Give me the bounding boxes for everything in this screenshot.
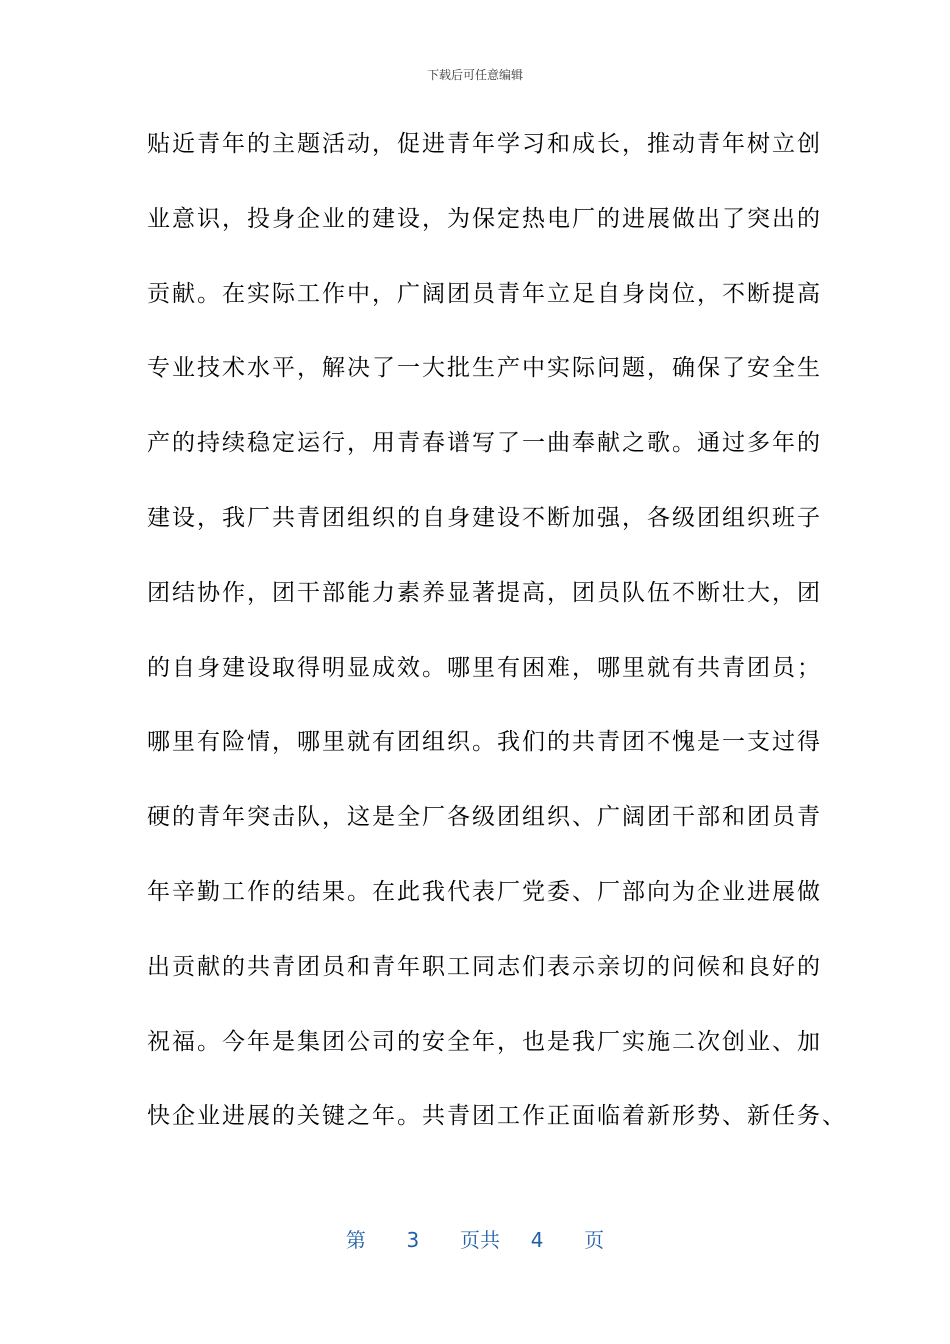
current-page-number: 3	[406, 1228, 420, 1252]
body-line: 贡献。在实际工作中，广阔团员青年立足自身岗位，不断提高	[147, 280, 822, 307]
body-line: 快企业进展的关键之年。共青团工作正面临着新形势、新任务、	[147, 1103, 847, 1130]
header-note: 下载后可任意编辑	[426, 68, 523, 82]
body-line: 的自身建设取得明显成效。哪里有困难，哪里就有共青团员；	[147, 654, 822, 681]
document-body	[147, 122, 847, 1169]
total-pages-number: 4	[530, 1228, 544, 1252]
body-line: 出贡献的共青团员和青年职工同志们表示亲切的问候和良好的	[147, 953, 822, 980]
body-line: 贴近青年的主题活动，促进青年学习和成长，推动青年树立创	[147, 131, 822, 157]
page-footer	[0, 1224, 950, 1253]
body-line: 专业技术水平，解决了一大批生产中实际问题，确保了安全生	[147, 355, 822, 382]
body-line: 产的持续稳定运行，用青春谱写了一曲奉献之歌。通过多年的	[147, 430, 822, 457]
body-line: 哪里有险情，哪里就有团组织。我们的共青团不愧是一支过得	[147, 729, 822, 756]
body-line: 年辛勤工作的结果。在此我代表厂党委、厂部向为企业进展做	[147, 878, 822, 905]
page-label-mid: 页共	[460, 1228, 500, 1252]
body-line: 祝福。今年是集团公司的安全年，也是我厂实施二次创业、加	[147, 1028, 822, 1055]
body-line: 硬的青年突击队，这是全厂各级团组织、广阔团干部和团员青	[147, 804, 822, 831]
body-line: 建设，我厂共青团组织的自身建设不断加强，各级团组织班子	[147, 504, 822, 531]
body-line: 业意识，投身企业的建设，为保定热电厂的进展做出了突出的	[147, 205, 822, 232]
body-line: 团结协作，团干部能力素养显著提高，团员队伍不断壮大，团	[147, 579, 822, 606]
page-label-suffix: 页	[584, 1228, 605, 1252]
page-label-prefix: 第	[345, 1228, 366, 1252]
